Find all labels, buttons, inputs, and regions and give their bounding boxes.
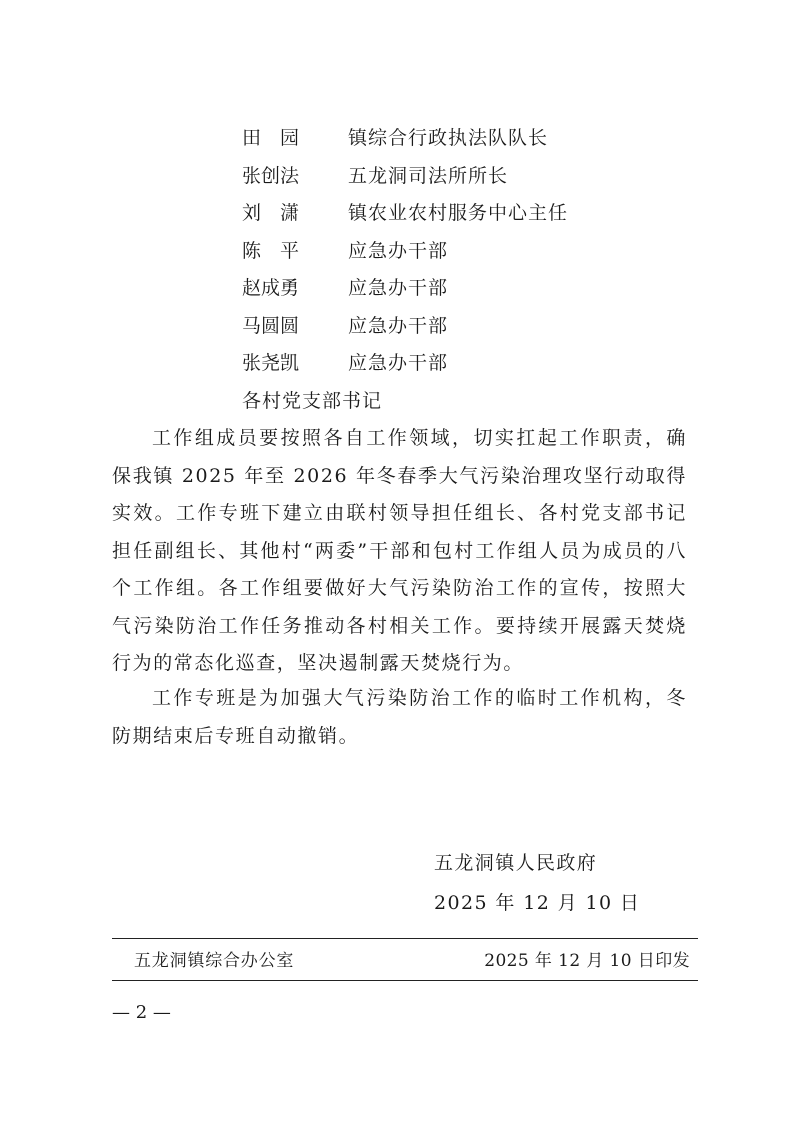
- member-row: [242, 233, 568, 271]
- member-name: 各村党支部书记: [242, 389, 383, 412]
- member-list: [242, 120, 568, 420]
- footer-bottom-rule: [112, 980, 698, 981]
- signature-date: 2025 年 12 月 10 日: [434, 892, 641, 914]
- member-title: 应急办干部: [348, 314, 449, 337]
- member-title: 镇农业农村服务中心主任: [348, 202, 569, 224]
- signature-organization: 五龙洞镇人民政府: [434, 852, 598, 874]
- member-row: [242, 270, 568, 308]
- member-row: [242, 345, 568, 383]
- member-title: 应急办干部: [348, 352, 449, 374]
- signature-block: [434, 843, 640, 923]
- member-row: [242, 158, 568, 196]
- member-name: 张尧凯: [242, 352, 300, 374]
- member-name: 马圆圆: [242, 314, 300, 337]
- member-name: 刘 潇: [242, 202, 300, 224]
- body-paragraph: 工作组成员要按照各自工作领域，切实扛起工作职责，确保我镇 2025 年至 2026 年冬春季大气污染治理攻坚行动取得实效。工作专班下建立由联村领导担任组长、各村党支部书记担任副组长、其他村“两委”干部和包村工作组人员为成员的八个工作组。各工作组要做好大气污染防治工作的宣传，按照大气污染防治工作任务推动各村相关工作。要持续开展露天焚烧行为的常态化巡查，坚决遏制露天焚烧行为。: [112, 427, 687, 674]
- member-row: [242, 308, 568, 346]
- member-title: 应急办干部: [348, 239, 449, 262]
- footer-issue-date: 2025 年 12 月 10 日印发: [484, 951, 690, 971]
- page-number: — 2 —: [112, 1002, 171, 1023]
- footer-top-rule: [112, 938, 698, 939]
- member-title: 应急办干部: [348, 277, 449, 299]
- footer-issuer: 五龙洞镇综合办公室: [134, 951, 295, 971]
- member-name: 张创法: [242, 164, 300, 187]
- member-row: [242, 383, 568, 421]
- member-row: [242, 120, 568, 158]
- member-title: 五龙洞司法所所长: [348, 164, 509, 187]
- footer-row: [112, 944, 698, 978]
- member-row: [242, 195, 568, 233]
- member-title: 镇综合行政执法队队长: [348, 127, 549, 149]
- member-name: 陈 平: [242, 239, 300, 262]
- body-paragraph: 工作专班是为加强大气污染防治工作的临时工作机构，冬防期结束后专班自动撤销。: [112, 687, 687, 747]
- member-name: 田 园: [242, 127, 300, 149]
- member-name: 赵成勇: [242, 277, 300, 299]
